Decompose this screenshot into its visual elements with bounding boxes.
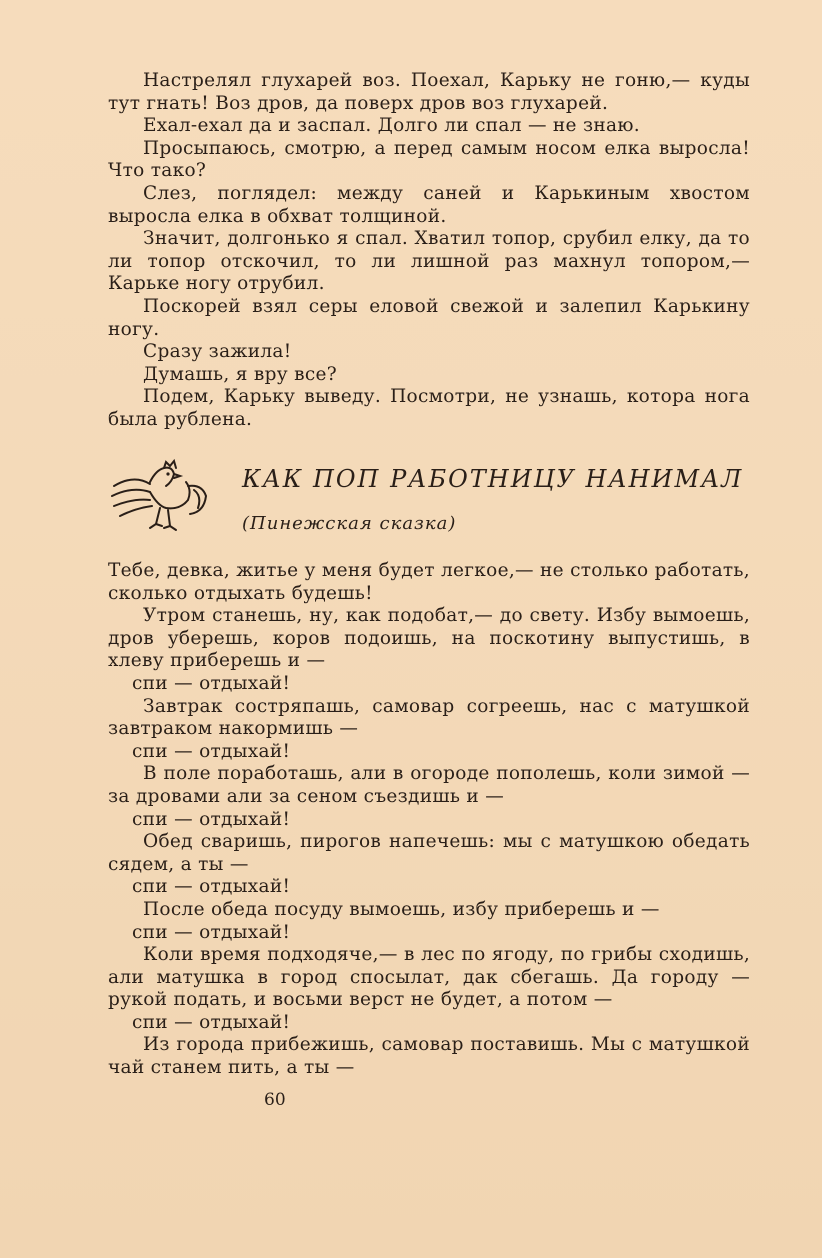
paragraph: Думашь, я вру все? — [143, 363, 337, 385]
paragraph: Значит, долгонько я спал. Хватил топор, срубил елку, да то ли топор отскочил, то ли лишной раз махнул топором,— Карьке ногу отрубил. — [108, 228, 750, 295]
paragraph: Сразу зажила! — [143, 341, 292, 363]
refrain-line: спи — отдыхай! — [132, 1011, 291, 1033]
paragraph: После обеда посуду вымоешь, избу приберешь и — — [143, 898, 660, 920]
refrain-line: спи — отдыхай! — [132, 672, 291, 694]
story-subtitle: (Пинежская сказка) — [242, 513, 457, 534]
refrain-line: спи — отдыхай! — [132, 808, 291, 830]
page-number: 60 — [264, 1090, 286, 1110]
paragraph: Поскорей взял серы еловой свежой и залепил Карькину ногу. — [108, 295, 750, 340]
paragraph: Утром станешь, ну, как подобат,— до свету. Избу вымоешь, дров уберешь, коров подоишь, на поскотину выпустишь, в хлеву приберешь и — — [108, 605, 750, 672]
rooster-ornament-icon — [106, 456, 214, 536]
paragraph: Слез, поглядел: между саней и Карькиным хвостом выросла елка в обхват толщиной. — [108, 182, 750, 227]
refrain-line: спи — отдыхай! — [132, 740, 291, 762]
paragraph: Настрелял глухарей воз. Поехал, Карьку не гоню,— куды тут гнать! Воз дров, да поверх дров воз глухарей. — [108, 70, 750, 114]
bottom-text-block — [108, 560, 750, 1080]
paragraph: Из города прибежишь, самовар поставишь. Мы с матушкой чай станем пить, а ты — — [108, 1034, 750, 1079]
paragraph: Подем, Карьку выведу. Посмотри, не узнашь, котора нога была рублена. — [108, 386, 750, 430]
top-text-block — [108, 70, 750, 432]
refrain-line: спи — отдыхай! — [132, 921, 291, 943]
paragraph: Ехал-ехал да и заспал. Долго ли спал — не знаю. — [143, 115, 640, 137]
story-title: КАК ПОП РАБОТНИЦУ НАНИМАЛ — [242, 465, 744, 493]
paragraph: Обед сваришь, пирогов напечешь: мы с матушкою обедать сядем, а ты — — [108, 831, 750, 875]
paragraph: Тебе, девка, житье у меня будет легкое,— не столько работать, сколько отдыхать будешь! — [108, 560, 750, 604]
refrain-line: спи — отдыхай! — [132, 876, 291, 898]
paragraph: Завтрак состряпашь, самовар согреешь, нас с матушкой завтраком накормишь — — [108, 695, 750, 740]
paragraph: В поле поработашь, али в огороде пополешь, коли зимой — за дровами али за сеном съездишь и — — [108, 763, 750, 807]
paragraph: Просыпаюсь, смотрю, а перед самым носом елка выросла! Что тако? — [108, 137, 750, 182]
paragraph: Коли время подходяче,— в лес по ягоду, по грибы сходишь, али матушка в город спосылат, дак сбегашь. Да городу — рукой подать, и восьми верст не будет, а потом — — [108, 944, 750, 1011]
